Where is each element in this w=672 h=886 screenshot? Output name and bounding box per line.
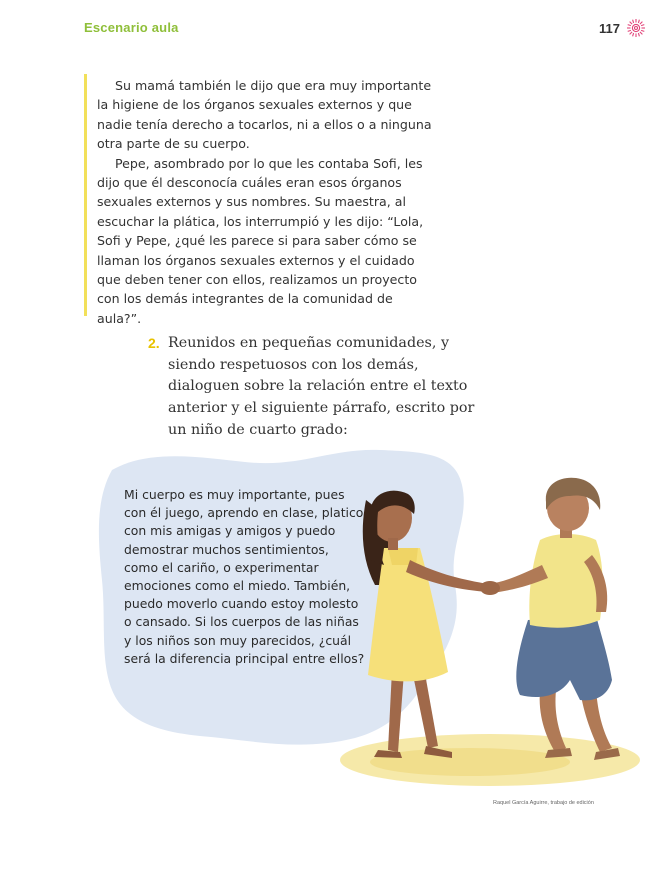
activity-number: 2. [148, 335, 160, 351]
joined-hands [480, 581, 500, 595]
story-paragraph: Su mamá también le dijo que era muy importante la higiene de los órganos sexuales externos y que nadie tenía derecho a tocarlos, ni a ellos o a ninguna otra parte de su cuerpo. [97, 78, 432, 152]
child-paragraph: Mi cuerpo es muy importante, pues con él juego, aprendo en clase, platico con mis amigas y amigos y puedo demostrar muchos sentimientos, como el cariño, o experimentar emociones como el miedo. También, puedo moverlo cuando estoy molesto o cansado. Si los cuerpos de las niñas y los niños son muy parecidos, ¿cuál será la diferencia principal entre ellos? [124, 487, 365, 666]
illustration-credit: Raquel García Aguirre, trabajo de edición [493, 800, 594, 806]
boy-figure [488, 478, 620, 760]
section-title: Escenario aula [84, 20, 179, 35]
activity-text: Reunidos en pequeñas comunidades, y siendo respetuosos con los demás, dialoguen sobre la relación entre el texto anterior y el siguiente párrafo, escrito por un niño de cuarto grado: [168, 335, 475, 438]
girl-figure [363, 491, 488, 758]
story-paragraph: Pepe, asombrado por lo que les contaba Sofi, les dijo que él desconocía cuáles eran esos órganos sexuales externos y sus nombres. Su maestra, al escuchar la plática, los interrumpió y les dijo: “Lola, Sofi y Pepe, ¿qué les parece si para saber cómo se llaman los órganos sexuales externos y el cuidado que deben tener con ellos, realizamos un proyecto con los demás integrantes de la comunidad de aula?”. [97, 155, 424, 326]
page-number: 117 [599, 20, 620, 36]
